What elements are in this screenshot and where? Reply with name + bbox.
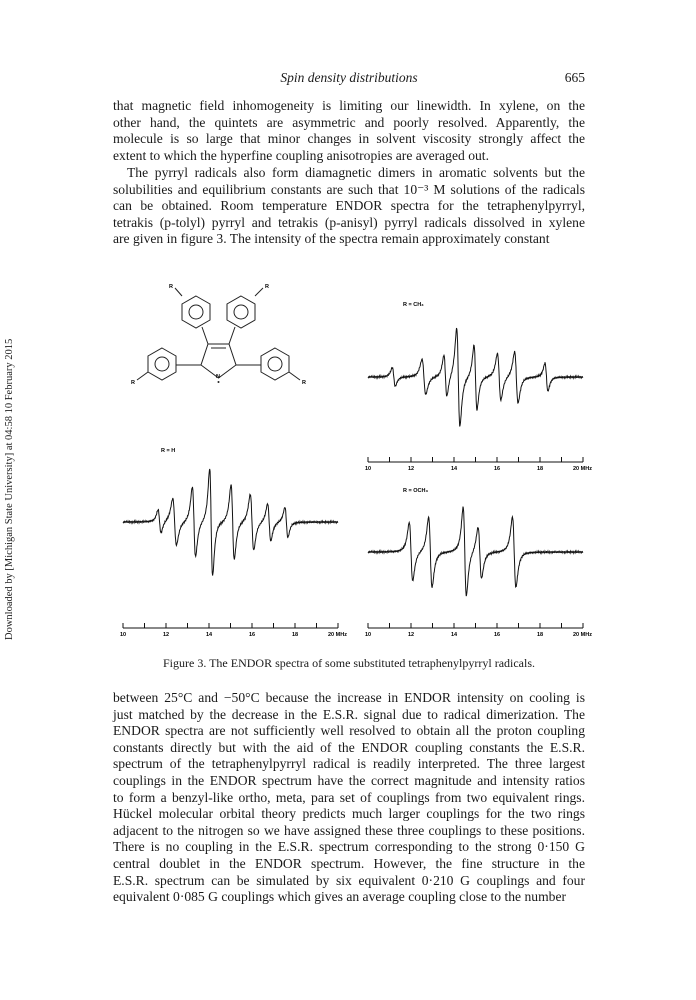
panel-label-ch3: R = CH₃ [403, 302, 424, 308]
spectrum-och3 [368, 507, 583, 596]
axis-end-label: 20 MHz [573, 632, 592, 638]
spectrum-ch3 [368, 328, 583, 427]
text-line: constants directly but with the aid of the ENDOR coupling constants the E.S.R. [113, 739, 585, 755]
text-line: couplings in the ENDOR spectrum have the correct magnitude and intensity ratios [113, 772, 585, 788]
text-line: can be obtained. Room temperature ENDOR spectra for the tetraphenylpyrryl, [113, 198, 585, 214]
text-line: that magnetic field inhomogeneity is limiting our linewidth. In xylene, on the [113, 98, 585, 113]
axis-tick-label: 18 [292, 632, 299, 638]
figure-caption: Figure 3. The ENDOR spectra of some substituted tetraphenylpyrryl radicals. [162, 656, 536, 670]
text-line: central doublet in the ENDOR spectrum. However, the fine structure in the [113, 855, 585, 871]
paragraph-2 [113, 165, 585, 248]
axis-tick-label: 12 [408, 632, 415, 638]
structure-n-label: N [216, 374, 220, 380]
page-number: 665 [564, 70, 585, 85]
axis-tick-label: 18 [537, 632, 544, 638]
running-title: Spin density distributions [280, 70, 418, 85]
text-line: between 25°C and −50°C because the increase in ENDOR intensity on cooling is [113, 690, 585, 705]
axis-tick-label: 12 [163, 632, 170, 638]
spectrum-h [123, 469, 338, 576]
text-line: to form a benzyl-like ortho, meta, para set of couplings from two equivalent rings. [113, 789, 585, 805]
axis-tick-label: 10 [365, 466, 372, 472]
structure-r-label: R [302, 380, 306, 386]
text-line: solubilities and equilibrium constants are such that 10⁻³ M solutions of the radicals [113, 181, 585, 197]
axis-end-label: 20 MHz [573, 466, 592, 472]
chemical-structure [137, 288, 300, 380]
axis-ch3 [365, 457, 592, 472]
axis-tick-label: 16 [494, 632, 501, 638]
axis-tick-label: 14 [451, 466, 458, 472]
axis-tick-label: 18 [537, 466, 544, 472]
axis-tick-label: 16 [249, 632, 256, 638]
page-header [113, 70, 585, 90]
axis-end-label: 20 MHz [328, 632, 347, 638]
axis-tick-label: 10 [120, 632, 127, 638]
paragraph-1 [113, 98, 585, 164]
text-line: E.S.R. spectrum can be simulated by six equivalent 0·210 G couplings and four [113, 872, 585, 888]
text-line: other hand, the quintets are asymmetric and poorly resolved. Apparently, the [113, 114, 585, 130]
axis-tick-label: 10 [365, 632, 372, 638]
text-line: There is no coupling in the E.S.R. spectrum corresponding to the strong 0·150 G [113, 839, 585, 855]
text-line: ENDOR spectra are not sufficiently well resolved to obtain all the proton coupling [113, 723, 585, 739]
download-notice-text: Downloaded by [Michigan State University] at 04:58 10 February 2015 [4, 338, 15, 640]
text-line: The pyrryl radicals also form diamagnetic dimers in aromatic solvents but the [127, 165, 585, 180]
radical-dot [218, 381, 220, 383]
figure-3-graphic [113, 282, 592, 654]
axis-och3 [365, 623, 592, 638]
text-line: molecule is so large that minor changes in solvent viscosity strongly affect the [113, 131, 585, 147]
panel-label-och3: R = OCH₃ [403, 488, 429, 494]
axis-tick-label: 14 [206, 632, 213, 638]
paragraph-3 [113, 690, 585, 906]
panel-label-h: R = H [161, 448, 176, 454]
structure-r-label: R [131, 380, 135, 386]
axis-tick-label: 12 [408, 466, 415, 472]
axis-h [120, 623, 347, 638]
figure-3 [113, 282, 592, 654]
axis-tick-label: 14 [451, 632, 458, 638]
text-line: tetrakis (p-tolyl) pyrryl and tetrakis (p-anisyl) pyrryl radicals dissolved in xylene [113, 214, 585, 230]
structure-r-label: R [169, 284, 173, 290]
text-line: adjacent to the nitrogen so we have assigned these three couplings to these positions. [113, 822, 585, 838]
text-line: spectrum of the tetraphenylpyrryl radical is readily interpreted. The three largest [113, 756, 585, 772]
download-notice [4, 338, 18, 1000]
text-line: are given in figure 3. The intensity of the spectra remain approximately constant [113, 231, 550, 247]
axis-tick-label: 16 [494, 466, 501, 472]
text-line: equivalent 0·085 G couplings which gives an average coupling close to the number [113, 889, 567, 905]
structure-r-label: R [265, 284, 269, 290]
text-line: just matched by the decrease in the E.S.R. signal due to radical dimerization. The [113, 706, 585, 722]
text-line: extent to which the hyperfine coupling anisotropies are averaged out. [113, 147, 489, 163]
text-line: Hückel molecular orbital theory predicts much larger couplings for the two rings [113, 806, 585, 822]
